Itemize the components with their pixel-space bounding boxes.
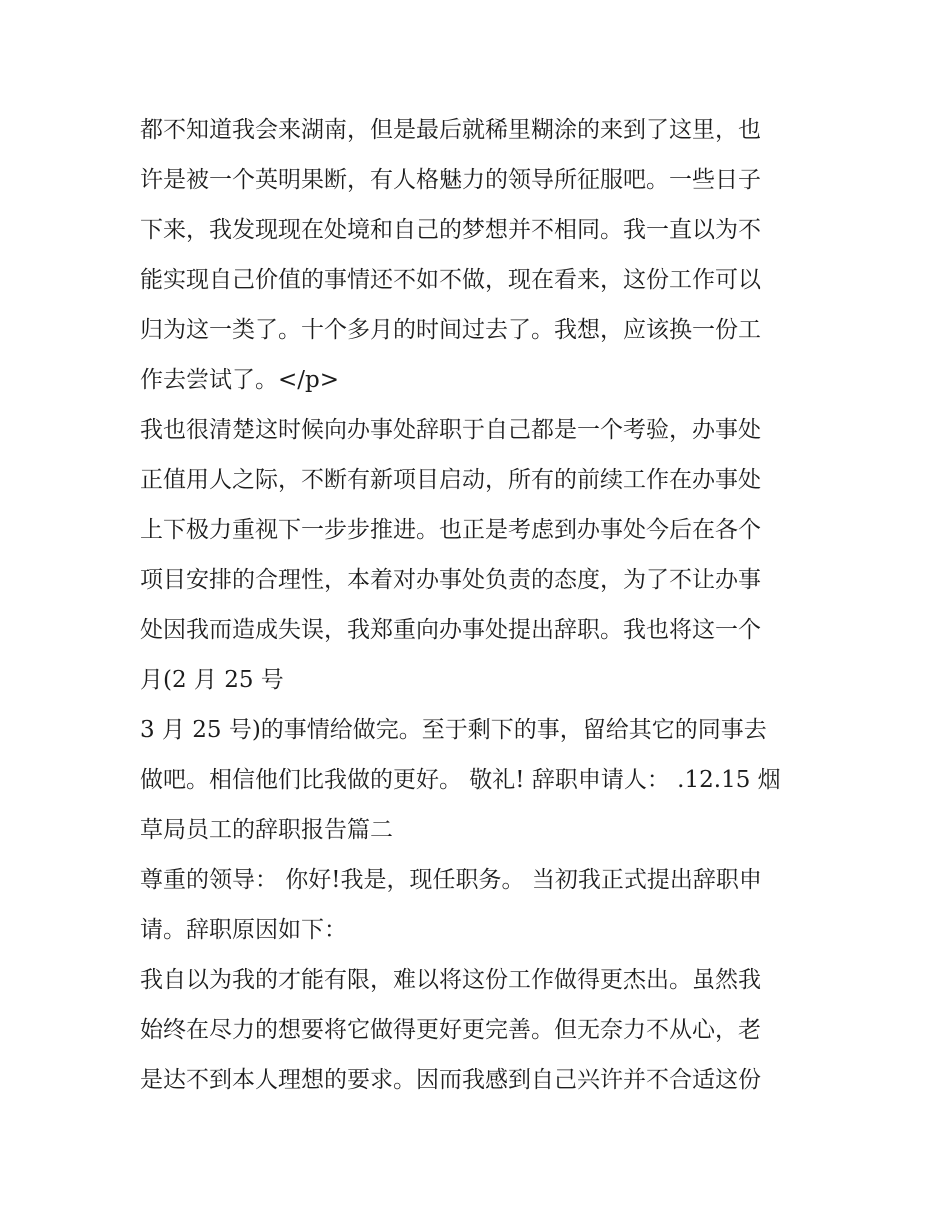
text-line: 能实现自己价值的事情还不如不做，现在看来，这份工作可以	[140, 267, 761, 293]
text-line: 3 月 25 号)的事情给做完。至于剩下的事，留给其它的同事去	[140, 717, 767, 743]
text-line: 归为这一类了。十个多月的时间过去了。我想，应该换一份工	[140, 317, 761, 343]
text-line: 我也很清楚这时候向办事处辞职于自己都是一个考验，办事处	[140, 417, 761, 443]
text-line: 我自以为我的才能有限，难以将这份工作做得更杰出。虽然我	[140, 967, 761, 993]
text-line: 正值用人之际，不断有新项目启动，所有的前续工作在办事处	[140, 467, 761, 493]
text-line: 月(2 月 25 号	[140, 667, 284, 693]
text-line: 下来，我发现现在处境和自己的梦想并不相同。我一直以为不	[140, 217, 761, 243]
text-line: 做吧。相信他们比我做的更好。 敬礼! 辞职申请人： .12.15 烟	[140, 767, 781, 793]
text-line: 是达不到本人理想的要求。因而我感到自己兴许并不合适这份	[140, 1067, 761, 1093]
text-line: 处因我而造成失误，我郑重向办事处提出辞职。我也将这一个	[140, 617, 761, 643]
text-line: 许是被一个英明果断，有人格魅力的领导所征服吧。一些日子	[140, 167, 761, 193]
text-line: 都不知道我会来湖南，但是最后就稀里糊涂的来到了这里，也	[140, 117, 761, 143]
text-line: 尊重的领导： 你好!我是，现任职务。 当初我正式提出辞职申	[140, 867, 762, 893]
text-line: 作去尝试了。</p>	[140, 367, 340, 393]
text-line: 项目安排的合理性，本着对办事处负责的态度，为了不让办事	[140, 567, 761, 593]
text-line: 请。辞职原因如下：	[140, 917, 347, 943]
text-line: 上下极力重视下一步步推进。也正是考虑到办事处今后在各个	[140, 517, 761, 543]
text-line: 始终在尽力的想要将它做得更好更完善。但无奈力不从心，老	[140, 1017, 761, 1043]
text-line: 草局员工的辞职报告篇二	[140, 817, 393, 843]
